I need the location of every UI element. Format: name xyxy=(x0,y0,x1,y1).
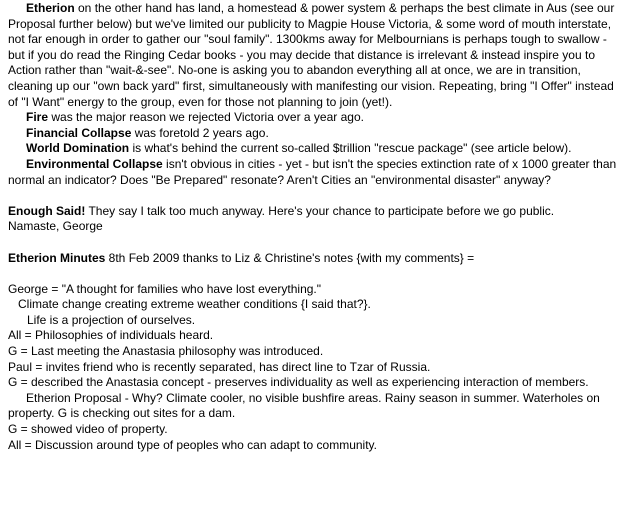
etherion-paragraph xyxy=(8,1,621,110)
fire-heading: Fire xyxy=(26,110,49,125)
minutes-line: G = described the Anastasia concept - preserves individuality as well as experiencing interaction of members. xyxy=(8,375,589,390)
etherion-text: on the other hand has land, a homestead & power system & perhaps the best climate in Aus (see our Proposal further below) but we've limited our publicity to Magpie House Victoria, & some word of mouth interstate, not far enough in order to gather our "soul family". 1300kms away for Melbournians is perhaps tough to swallow - but if you do read the Ringing Cedar books - you may decide that distance is irrelevant & instead inspire you to Action rather than "wait-&-see". No-one is asking you to abandon everything all at once, we are in transition, cleaning up our "own back yard" first, simultaneously with manifesting our vision. Repeating, bring "I Offer" instead of "I Want" energy to the group, even for those not planning to join (yet!). xyxy=(8,1,615,109)
environmental-text: isn't obvious in cities - yet - but isn't the species extinction rate of x 1000 greater than normal an indicator? Does "Be Prepared" resonate? Aren't Cities an "environmental disaster" anyway? xyxy=(8,156,617,187)
minutes-line: G = Last meeting the Anastasia philosophy was introduced. xyxy=(8,344,324,359)
fire-paragraph xyxy=(8,110,621,126)
enough-paragraph xyxy=(8,204,621,220)
minutes-line: All = Discussion around type of peoples who can adapt to community. xyxy=(8,437,377,452)
financial-heading: Financial Collapse xyxy=(26,125,132,140)
fire-text: was the major reason we rejected Victoria over a year ago. xyxy=(48,110,364,125)
minutes-paragraph xyxy=(8,251,621,267)
world-heading: World Domination xyxy=(26,141,130,156)
world-text: is what's behind the current so-called $trillion "rescue package" (see article below). xyxy=(129,141,572,156)
financial-text: was foretold 2 years ago. xyxy=(131,125,269,140)
minutes-line: Paul = invites friend who is recently separated, has direct line to Tzar of Russia. xyxy=(8,359,431,374)
etherion-heading: Etherion xyxy=(26,1,75,15)
environmental-heading: Environmental Collapse xyxy=(26,156,163,171)
environmental-paragraph xyxy=(8,157,621,188)
minutes-line: George = "A thought for families who have lost everything." xyxy=(8,281,322,296)
minutes-line: All = Philosophies of individuals heard. xyxy=(8,328,214,343)
minutes-line: Climate change creating extreme weather conditions {I said that?}. xyxy=(18,297,371,312)
signature: Namaste, George xyxy=(8,219,103,234)
world-paragraph xyxy=(8,141,621,157)
financial-paragraph xyxy=(8,126,621,142)
minutes-heading: Etherion Minutes xyxy=(8,250,106,265)
minutes-line: Etherion Proposal - Why? Climate cooler, no visible bushfire areas. Rainy season in summer. Waterholes on property. G is checking out sites for a dam. xyxy=(8,390,600,421)
minutes-line: Life is a projection of ourselves. xyxy=(27,312,196,327)
enough-heading: Enough Said! xyxy=(8,203,86,218)
minutes-text: 8th Feb 2009 thanks to Liz & Christine's notes {with my comments} = xyxy=(105,250,475,265)
minutes-line: G = showed video of property. xyxy=(8,422,168,437)
enough-text: They say I talk too much anyway. Here's your chance to participate before we go public. xyxy=(85,203,555,218)
